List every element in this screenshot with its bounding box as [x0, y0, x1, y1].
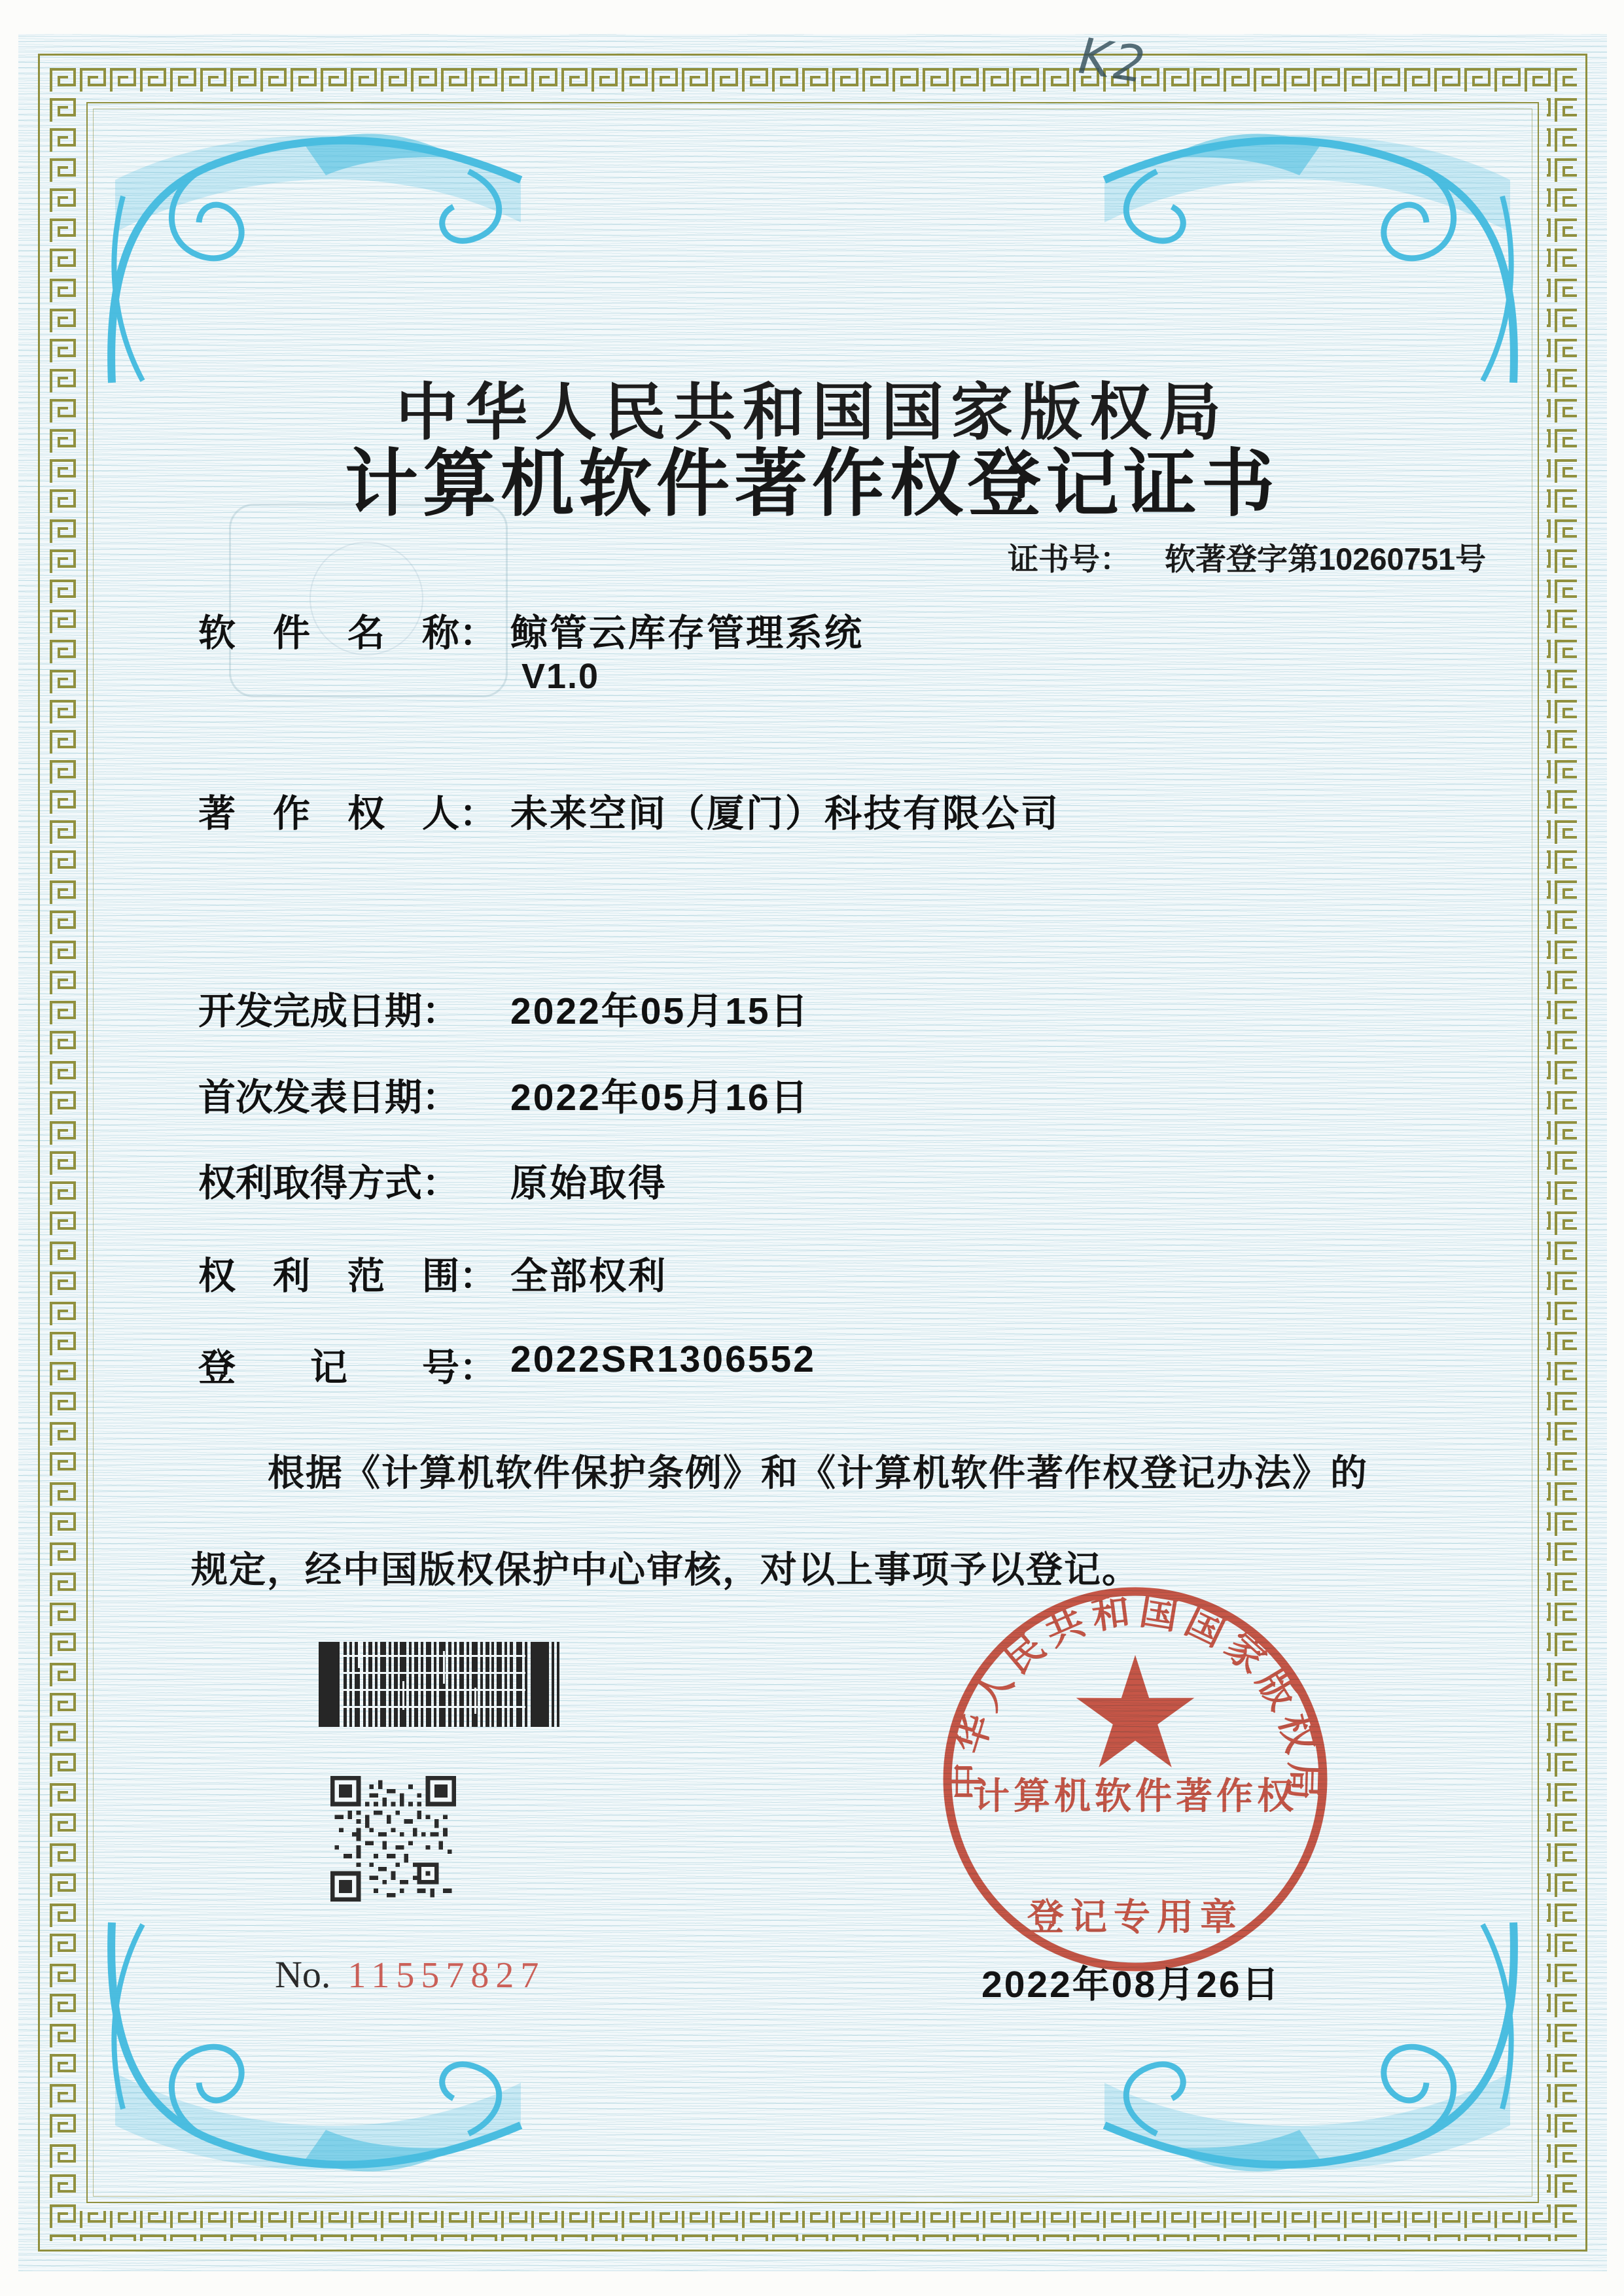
seal-text-line1: 计算机软件著作权 [973, 1775, 1297, 1817]
star-icon [1076, 1655, 1195, 1767]
field-value: 未来空间（厦门）科技有限公司 [510, 793, 1060, 835]
seal-arc-text: 中华人民共和国国家版权局 [945, 1589, 1325, 1807]
serial-number-value: 11557827 [347, 1955, 546, 1996]
field-value: 2022年05月16日 [510, 1077, 810, 1119]
field-value: 原始取得 [510, 1162, 667, 1204]
statement-line-2: 规定，经中国版权保护中心审核，对以上事项予以登记。 [191, 1549, 1140, 1590]
qr-code [330, 1776, 456, 1902]
field-label: 权利取得方式： [198, 1162, 459, 1204]
field-label: 软 件 名 称： [198, 612, 497, 654]
field-label: 著 作 权 人： [198, 793, 497, 835]
field-value: 2022年05月15日 [510, 990, 810, 1032]
certificate-number-label: 证书号： [1008, 542, 1131, 576]
statement-line-1: 根据《计算机软件保护条例》和《计算机软件著作权登记办法》的 [268, 1452, 1368, 1493]
field-label: 开发完成日期： [198, 990, 459, 1032]
field-label: 权 利 范 围： [198, 1255, 497, 1297]
barcode [319, 1642, 559, 1727]
corner-flourish-icon [102, 1906, 547, 2187]
seal-text-line2: 登记专用章 [1027, 1896, 1243, 1938]
field-label: 首次发表日期： [198, 1077, 459, 1119]
official-seal [906, 1550, 1364, 2008]
corner-flourish-icon [102, 118, 547, 399]
serial-number-line [275, 1953, 545, 1996]
certificate-number-value: 软著登字第10260751号 [1165, 542, 1487, 576]
certificate-number-line [1008, 535, 1486, 579]
issuing-authority-title: 中华人民共和国国家版权局 [395, 378, 1228, 447]
field-value: 全部权利 [510, 1255, 667, 1297]
certificate-title: 计算机软件著作权登记证书 [345, 443, 1279, 525]
serial-number-label: No. [275, 1953, 331, 1996]
field-value: 2022SR1306552 [510, 1338, 816, 1380]
handwriting-mark: K2 [1070, 27, 1156, 94]
corner-flourish-icon [1078, 118, 1523, 399]
field-value: 鲸管云库存管理系统 [510, 612, 864, 654]
software-version: V1.0 [521, 657, 600, 696]
emboss-stamp [229, 504, 508, 697]
field-label: 登 记 号： [198, 1347, 497, 1389]
issue-date: 2022年08月26日 [981, 1964, 1281, 2006]
